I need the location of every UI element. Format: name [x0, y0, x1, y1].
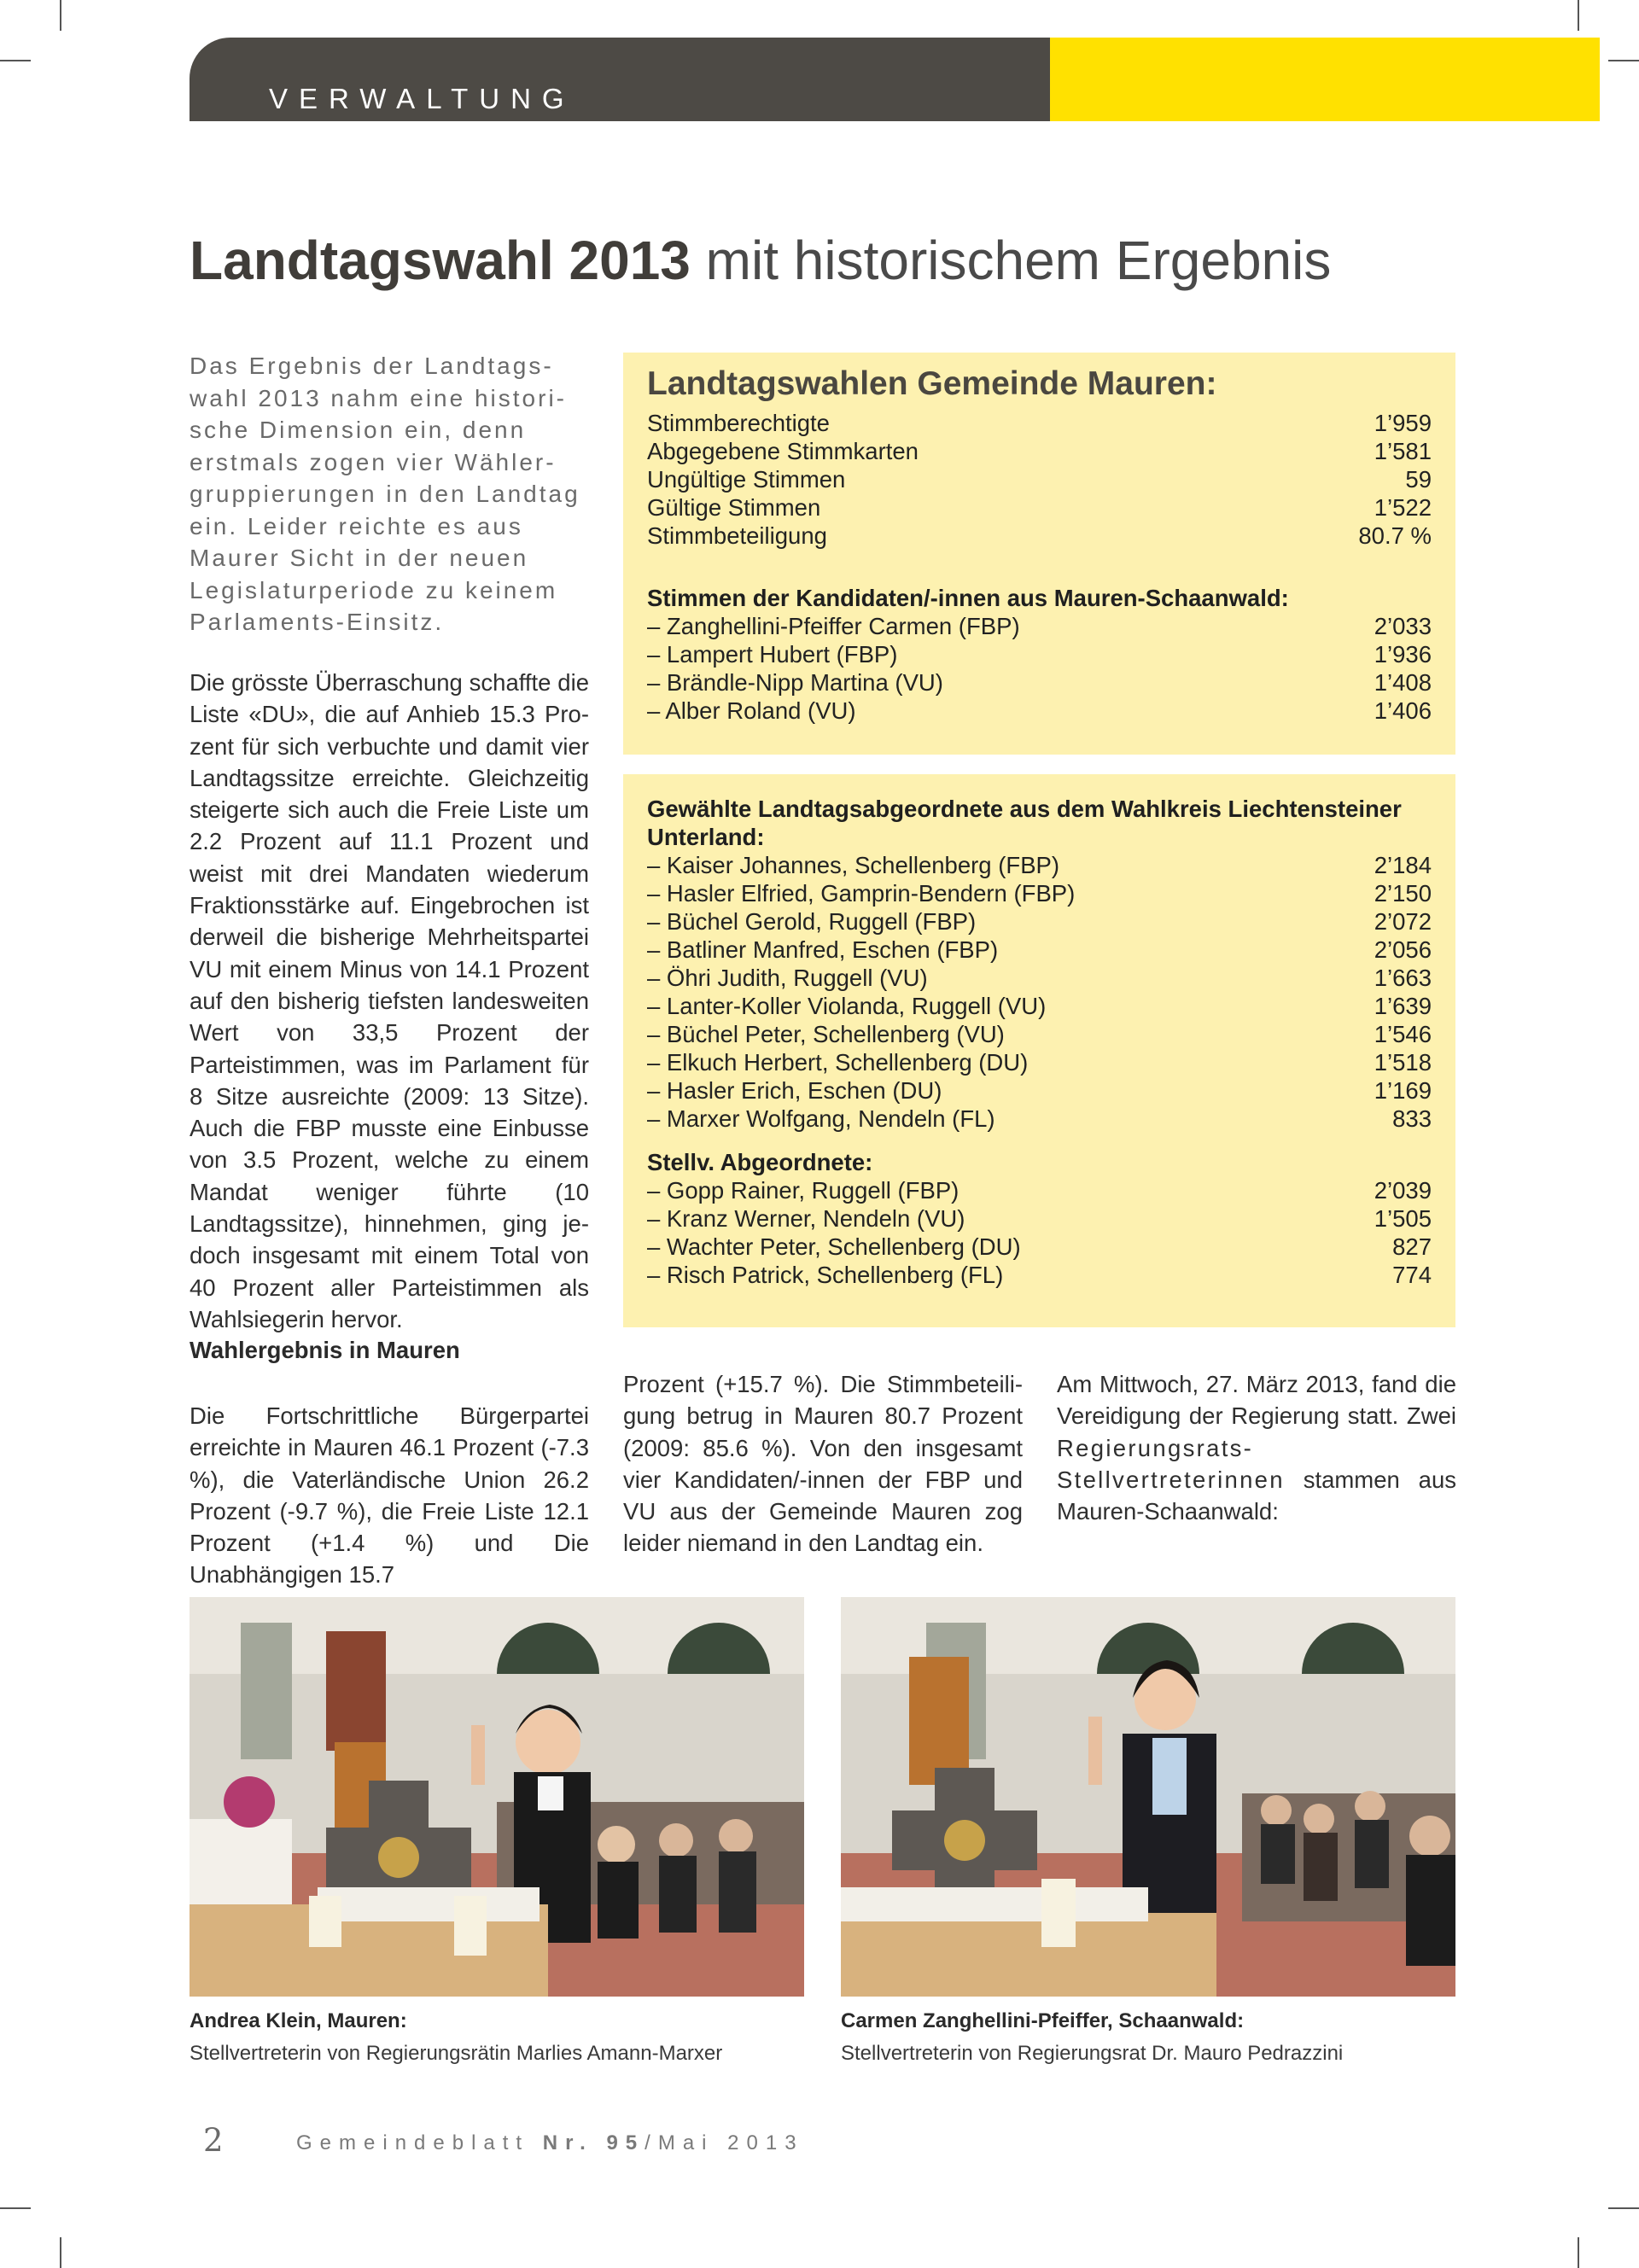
result-label: Ungültige Stimmen	[647, 466, 846, 493]
result-label: – Brändle-Nipp Martina (VU)	[647, 669, 943, 696]
result-row	[647, 879, 1432, 907]
result-value: 2’033	[1374, 613, 1432, 639]
crop-mark	[1608, 60, 1639, 61]
result-value: 1’406	[1374, 697, 1432, 724]
result-value: 1’408	[1374, 669, 1432, 696]
paragraph-4-line-b: Regierungsrats-Stellvertreterinnen	[1057, 1434, 1285, 1493]
result-row	[647, 1020, 1432, 1048]
result-value: 1’522	[1374, 494, 1432, 521]
crop-mark	[0, 2207, 31, 2209]
result-value: 833	[1392, 1105, 1432, 1132]
result-row	[647, 851, 1432, 879]
stats-list	[647, 409, 1432, 550]
result-row	[647, 1076, 1432, 1105]
result-value: 1’518	[1374, 1049, 1432, 1076]
result-row	[647, 1176, 1432, 1204]
result-row	[647, 992, 1432, 1020]
crop-mark	[60, 2237, 61, 2268]
result-row	[647, 1105, 1432, 1133]
result-label: Abgegebene Stimmkarten	[647, 438, 919, 464]
result-row	[647, 493, 1432, 522]
photo-andrea-klein	[190, 1597, 804, 1997]
crop-mark	[60, 0, 61, 31]
paragraph-3: Prozent (+15.7 %). Die Stimmbeteiligung betrug in Mauren 80.7 Prozent (2009: 85.6 %). Von den insgesamt vier Kandidaten/-innen der FBP und VU aus der Gemeinde Mauren zog leider niemand in den Landtag ein.	[623, 1371, 1023, 1557]
result-label: – Kranz Werner, Nendeln (VU)	[647, 1205, 965, 1232]
footer-publication	[296, 2131, 804, 2155]
result-row	[647, 1233, 1432, 1261]
result-row	[647, 936, 1432, 964]
candidates-heading: Stimmen der Kandidaten/-innen aus Mauren-Schaanwald:	[647, 585, 1289, 611]
result-value: 1’639	[1374, 993, 1432, 1019]
paragraph-4-line-c: stammen aus Mauren-Schaanwald:	[1057, 1466, 1456, 1525]
page-title	[190, 226, 1331, 294]
section-label: VERWALTUNG	[269, 83, 575, 114]
result-label: – Risch Patrick, Schellenberg (FL)	[647, 1262, 1004, 1288]
result-row	[647, 668, 1432, 697]
result-row	[647, 1204, 1432, 1233]
result-label: Stimmberechtigte	[647, 410, 830, 436]
section-header-accent	[1050, 38, 1600, 121]
candidates-list	[647, 612, 1432, 725]
issue-date: /Mai 2013	[645, 2131, 804, 2154]
caption-name: Carmen Zanghellini-Pfeiffer, Schaanwald:	[841, 2009, 1245, 2032]
crop-mark	[1578, 2237, 1579, 2268]
result-value: 1’169	[1374, 1077, 1432, 1104]
elected-list	[647, 851, 1432, 1133]
results-box-unterland	[623, 774, 1455, 1327]
result-value: 1’936	[1374, 641, 1432, 668]
crop-mark	[1608, 2207, 1639, 2209]
result-label: – Büchel Peter, Schellenberg (VU)	[647, 1021, 1005, 1047]
result-label: – Marxer Wolfgang, Nendeln (FL)	[647, 1105, 995, 1132]
result-label: – Öhri Judith, Ruggell (VU)	[647, 965, 928, 991]
caption-name: Andrea Klein, Mauren:	[190, 2009, 407, 2032]
photo-carmen-zanghellini-pfeiffer	[841, 1597, 1455, 1997]
intro-text: Das Ergebnis der Landtagswahl 2013 nahm eine historische Dimension ein, denn erstmals zogen vier Wählergruppierungen in den Landtag ein. Leider reichte es aus Maurer Sicht in der neuen Legislaturperiode zu keinem Parlaments-Einsitz.	[190, 353, 580, 635]
result-label: – Batliner Manfred, Eschen (FBP)	[647, 936, 999, 963]
result-row	[647, 465, 1432, 493]
publication-name: Gemeindeblatt	[296, 2131, 530, 2154]
result-label: – Gopp Rainer, Ruggell (FBP)	[647, 1177, 959, 1204]
result-value: 2’056	[1374, 936, 1432, 963]
caption-role: Stellvertreterin von Regierungsrätin Marlies Amann-Marxer	[190, 2042, 723, 2065]
result-label: – Elkuch Herbert, Schellenberg (DU)	[647, 1049, 1029, 1076]
result-row	[647, 907, 1432, 936]
result-row	[647, 522, 1432, 550]
result-value: 2’184	[1374, 852, 1432, 878]
caption-role: Stellvertreterin von Regierungsrat Dr. Mauro Pedrazzini	[841, 2042, 1344, 2065]
result-label: – Wachter Peter, Schellenberg (DU)	[647, 1233, 1021, 1260]
title-rest: mit historischem Ergebnis	[690, 230, 1332, 291]
result-label: – Hasler Elfried, Gamprin-Bendern (FBP)	[647, 880, 1076, 907]
elected-heading: Gewählte Landtagsabgeordnete aus dem Wahlkreis Liechtensteiner Unterland:	[647, 796, 1402, 850]
result-value: 827	[1392, 1233, 1432, 1260]
result-row	[647, 1261, 1432, 1289]
results-box-title: Landtagswahlen Gemeinde Mauren:	[647, 365, 1217, 402]
result-value: 774	[1392, 1262, 1432, 1288]
result-row	[647, 612, 1432, 640]
result-label: – Hasler Erich, Eschen (DU)	[647, 1077, 942, 1104]
deputies-list	[647, 1176, 1432, 1289]
result-label: Gültige Stimmen	[647, 494, 821, 521]
result-value: 59	[1405, 466, 1432, 493]
result-value: 1’505	[1374, 1205, 1432, 1232]
result-label: – Zanghellini-Pfeiffer Carmen (FBP)	[647, 613, 1020, 639]
result-row	[647, 640, 1432, 668]
subheading: Wahlergebnis in Mauren	[190, 1337, 460, 1363]
result-value: 2’072	[1374, 908, 1432, 935]
title-bold: Landtagswahl 2013	[190, 230, 691, 291]
crop-mark	[1578, 0, 1579, 31]
result-value: 80.7 %	[1358, 522, 1432, 549]
deputies-heading: Stellv. Abgeordnete:	[647, 1149, 873, 1175]
paragraph-2: Die Fortschrittliche Bürgerpartei erreichte in Mauren 46.1 Prozent (-7.3 %), die Vaterländische Union 26.2 Prozent (-9.7 %), die Freie Liste 12.1 Prozent (+1.4 %) und Die Unabhängigen 15.7	[190, 1402, 589, 1589]
result-label: – Lanter-Koller Violanda, Ruggell (VU)	[647, 993, 1047, 1019]
result-value: 2’150	[1374, 880, 1432, 907]
results-box-mauren	[623, 353, 1455, 755]
result-label: – Büchel Gerold, Ruggell (FBP)	[647, 908, 977, 935]
result-value: 1’959	[1374, 410, 1432, 436]
result-label: – Alber Roland (VU)	[647, 697, 856, 724]
paragraph-1: Die grösste Überraschung schaffte die Liste «DU», die auf Anhieb 15.3 Prozent für sich verbuchte und damit vier Landtagssitze erreichte. Gleichzeitig steigerte sich auch die Freie Liste um 2.2 Prozent auf 11.1 Prozent und weist mit drei Mandaten wiederum Fraktionsstärke auf. Eingebrochen ist derweil die bisherige Mehrheitspartei VU mit einem Minus von 14.1 Prozent auf den bisherig tiefsten landesweiten Wert von 33,5 Prozent der Parteistimmen, was im Parlament für 8 Sitze ausreichte (2009: 13 Sitze). Auch die FBP musste eine Einbusse von 3.5 Prozent, welche zu einem Mandat weniger führte (10 Landtagssitze), hinnehmen, ging jedoch insgesamt mit einem Total von 40 Prozent aller Parteistimmen als Wahlsiegerin hervor.	[190, 669, 589, 1332]
result-row	[647, 964, 1432, 992]
result-row	[647, 697, 1432, 725]
paragraph-4	[1057, 1368, 1456, 1527]
result-label: – Lampert Hubert (FBP)	[647, 641, 898, 668]
result-label: – Kaiser Johannes, Schellenberg (FBP)	[647, 852, 1060, 878]
paragraph-4-line-a: Am Mittwoch, 27. März 2013, fand die Vereidigung der Regierung statt. Zwei	[1057, 1371, 1456, 1430]
result-row	[647, 437, 1432, 465]
page-number: 2	[203, 2122, 224, 2159]
result-value: 1’581	[1374, 438, 1432, 464]
issue-number: Nr. 95	[542, 2131, 645, 2154]
result-row	[647, 1048, 1432, 1076]
result-value: 1’546	[1374, 1021, 1432, 1047]
result-value: 2’039	[1374, 1177, 1432, 1204]
result-row	[647, 409, 1432, 437]
result-value: 1’663	[1374, 965, 1432, 991]
result-label: Stimmbeteiligung	[647, 522, 827, 549]
crop-mark	[0, 60, 31, 61]
